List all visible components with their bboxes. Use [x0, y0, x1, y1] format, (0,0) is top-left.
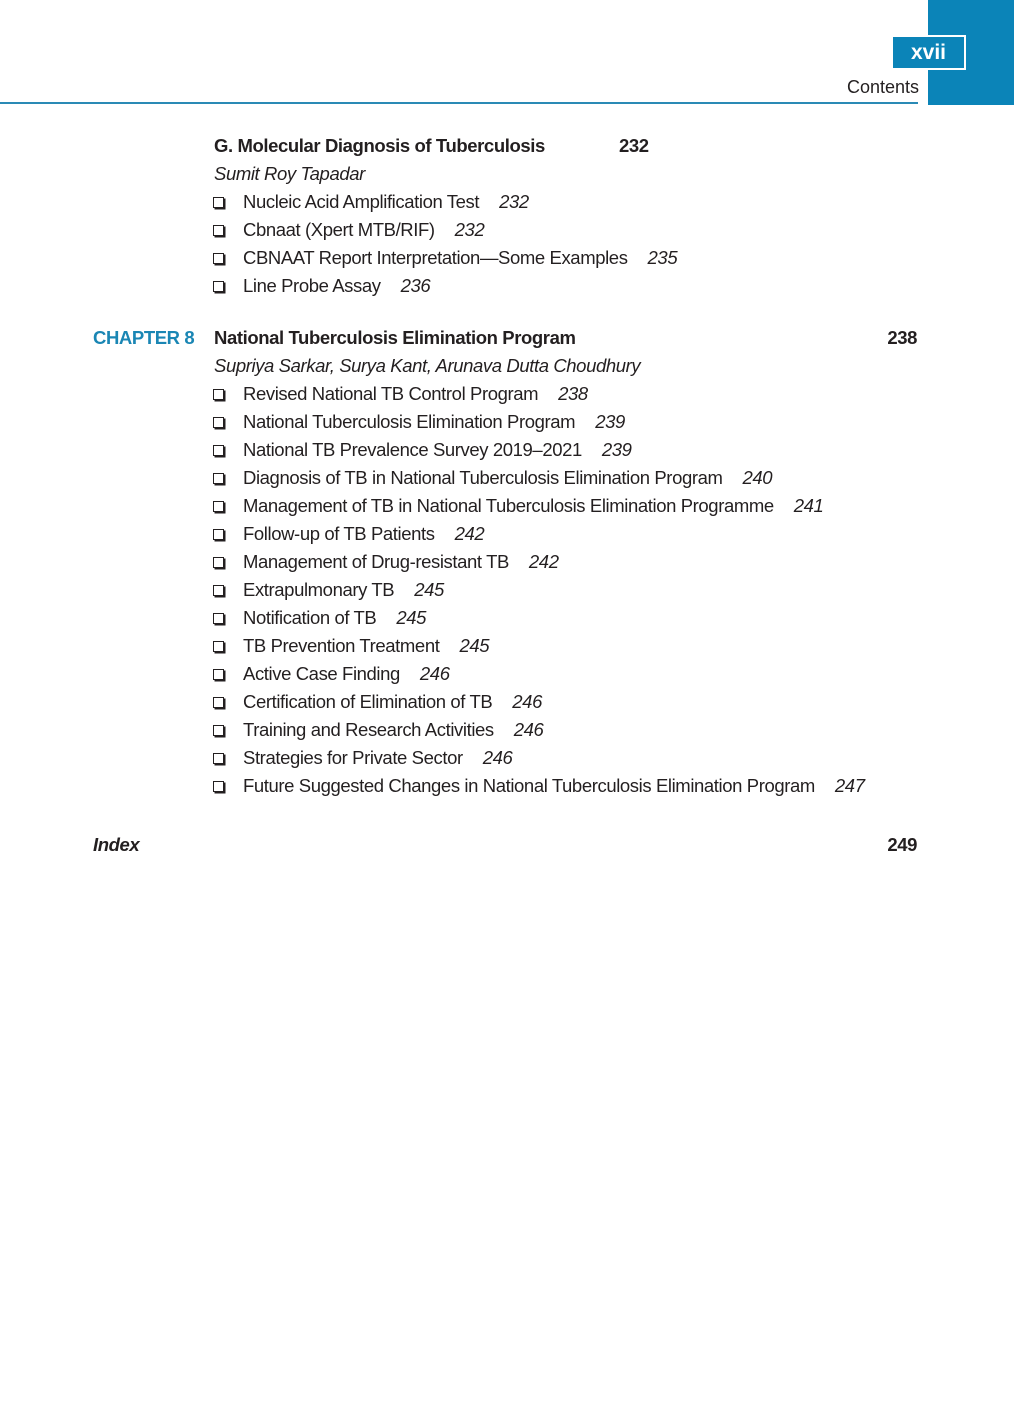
toc-item-page: 235 [647, 247, 678, 268]
chapter-title: National Tuberculosis Elimination Program [214, 327, 576, 348]
toc-item-label: Management of TB in National Tuberculosis Elimination Programme [243, 495, 774, 516]
toc-item-page: 246 [482, 747, 513, 768]
toc-item-page: 245 [459, 635, 490, 656]
toc-item-label: Certification of Elimination of TB [243, 691, 493, 712]
toc-item-label: Diagnosis of TB in National Tuberculosis Elimination Program [243, 467, 723, 488]
toc-item-label: National Tuberculosis Elimination Program [243, 411, 576, 432]
toc-item-label: TB Prevention Treatment [243, 635, 440, 656]
checkbox-bullet-icon [213, 445, 224, 456]
section-title-row[interactable] [0, 132, 1014, 160]
toc-item-label: Cbnaat (Xpert MTB/RIF) [243, 219, 435, 240]
toc-item[interactable] [0, 772, 1014, 800]
checkbox-bullet-icon [213, 641, 224, 652]
toc-item[interactable] [0, 744, 1014, 772]
toc-item-label: Training and Research Activities [243, 719, 494, 740]
checkbox-bullet-icon [213, 529, 224, 540]
toc-item[interactable] [0, 436, 1014, 464]
toc-item-label: Follow-up of TB Patients [243, 523, 435, 544]
toc-item-page: 245 [414, 579, 444, 600]
toc-item[interactable] [0, 548, 1014, 576]
checkbox-bullet-icon [213, 501, 224, 512]
toc-item-page: 236 [400, 275, 431, 296]
toc-item-label: Notification of TB [243, 607, 377, 628]
page-number: xvii [891, 35, 966, 70]
toc-item[interactable] [0, 188, 1014, 216]
toc-item-label: Future Suggested Changes in National Tuberculosis Elimination Program [243, 775, 815, 796]
checkbox-bullet-icon [213, 753, 224, 764]
checkbox-bullet-icon [213, 613, 224, 624]
toc-item-page: 246 [419, 663, 450, 684]
checkbox-bullet-icon [213, 585, 224, 596]
toc-item-page: 245 [396, 607, 427, 628]
toc-item[interactable] [0, 576, 1014, 604]
toc-item[interactable] [0, 688, 1014, 716]
toc-item-label: Strategies for Private Sector [243, 747, 463, 768]
section-page: 232 [619, 135, 649, 156]
checkbox-bullet-icon [213, 417, 224, 428]
index-row[interactable] [0, 831, 1014, 859]
toc-item[interactable] [0, 716, 1014, 744]
toc-item[interactable] [0, 272, 1014, 300]
toc-item-page: 239 [595, 411, 625, 432]
checkbox-bullet-icon [213, 197, 224, 208]
toc-item[interactable] [0, 408, 1014, 436]
toc-item[interactable] [0, 660, 1014, 688]
toc-item-label: Revised National TB Control Program [243, 383, 539, 404]
checkbox-bullet-icon [213, 725, 224, 736]
toc-item-page: 247 [834, 775, 865, 796]
checkbox-bullet-icon [213, 281, 224, 292]
checkbox-bullet-icon [213, 669, 224, 680]
toc-item-page: 246 [513, 719, 544, 740]
toc-item-page: 232 [454, 219, 485, 240]
toc-item-label: Line Probe Assay [243, 275, 381, 296]
toc-item[interactable] [0, 520, 1014, 548]
toc-item[interactable] [0, 464, 1014, 492]
toc-item-page: 242 [528, 551, 559, 572]
checkbox-bullet-icon [213, 557, 224, 568]
toc-item-page: 242 [454, 523, 485, 544]
toc-item-label: Extrapulmonary TB [243, 579, 395, 600]
chapter-authors: Supriya Sarkar, Surya Kant, Arunava Dutta Choudhury [214, 355, 641, 376]
toc-item-page: 232 [499, 191, 529, 212]
header-rule [0, 102, 918, 104]
toc-item-label: Nucleic Acid Amplification Test [243, 191, 480, 212]
checkbox-bullet-icon [213, 781, 224, 792]
toc-item-page: 246 [512, 691, 542, 712]
checkbox-bullet-icon [213, 697, 224, 708]
checkbox-bullet-icon [213, 389, 224, 400]
chapter-8 [0, 324, 1014, 800]
toc-item-page: 241 [793, 495, 824, 516]
index-page: 249 [887, 834, 917, 855]
toc-item-label: CBNAAT Report Interpretation—Some Examples [243, 247, 628, 268]
checkbox-bullet-icon [213, 225, 224, 236]
chapter-title-row[interactable] [0, 324, 1014, 352]
checkbox-bullet-icon [213, 253, 224, 264]
toc-item[interactable] [0, 216, 1014, 244]
toc-item[interactable] [0, 604, 1014, 632]
toc-item-label: Management of Drug-resistant TB [243, 551, 509, 572]
toc-item[interactable] [0, 632, 1014, 660]
chapter-label: CHAPTER 8 [93, 327, 195, 348]
index-label: Index [93, 834, 140, 855]
checkbox-bullet-icon [213, 473, 224, 484]
running-title: Contents [846, 77, 919, 97]
toc-item-page: 240 [742, 467, 773, 488]
index-entry [0, 831, 1014, 859]
section-title: G. Molecular Diagnosis of Tuberculosis [214, 135, 545, 156]
toc-item[interactable] [0, 492, 1014, 520]
toc-item[interactable] [0, 380, 1014, 408]
toc-item-label: National TB Prevalence Survey 2019–2021 [243, 439, 582, 460]
section-g [0, 132, 1014, 300]
toc-item[interactable] [0, 244, 1014, 272]
toc-item-page: 238 [558, 383, 588, 404]
toc-item-label: Active Case Finding [243, 663, 400, 684]
toc-item-page: 239 [601, 439, 632, 460]
chapter-page: 238 [887, 327, 917, 348]
section-author: Sumit Roy Tapadar [214, 163, 365, 184]
